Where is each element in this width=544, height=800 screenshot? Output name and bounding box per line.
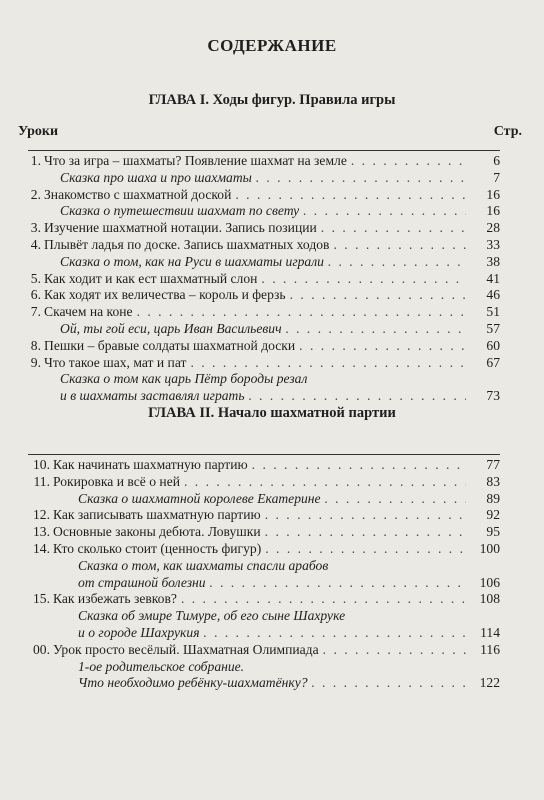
entry-title: Что такое шах, мат и пат: [44, 354, 187, 370]
dot-leader: [180, 474, 466, 491]
entry-page-number: 73: [486, 388, 500, 404]
entry-title: и о городе Шахрукия: [78, 624, 200, 640]
entry-number: 1.: [30, 153, 41, 168]
dot-leader: [324, 254, 466, 271]
dot-leader: [231, 187, 466, 204]
lesson-entry: [28, 338, 500, 355]
entry-page-number: 16: [486, 186, 500, 202]
dot-leader: [299, 203, 466, 220]
dot-leader: [286, 287, 466, 304]
entry-title: Сказка о шахматной королеве Екатерине: [78, 490, 321, 506]
lessons-column-header: Уроки: [18, 124, 59, 139]
entry-page-number: 46: [486, 287, 500, 303]
entry-page-number: 108: [479, 591, 500, 607]
entry-title: Основные законы дебюта. Ловушки: [53, 524, 261, 540]
entry-number: 9.: [30, 354, 41, 370]
entry-page-number: 106: [479, 574, 500, 590]
lesson-entry: [28, 220, 500, 237]
story-entry: [28, 675, 500, 692]
entry-number: 00.: [33, 641, 50, 657]
entry-page-number: 57: [486, 320, 500, 336]
story-entry: [28, 491, 500, 508]
story-entry: [28, 558, 500, 575]
entry-page-number: 89: [486, 490, 500, 506]
entry-title: Изучение шахматной нотации. Запись позиции: [44, 220, 317, 236]
dot-leader: [248, 457, 466, 474]
lesson-entry: [28, 304, 500, 321]
story-entry: [28, 608, 500, 625]
dot-leader: [252, 170, 466, 187]
lesson-entry: [28, 642, 500, 659]
entry-title: Как записывать шахматную партию: [53, 507, 261, 523]
dot-leader: [319, 642, 466, 659]
entry-page-number: 6: [493, 153, 500, 168]
entry-page-number: 60: [486, 337, 500, 353]
entry-page-number: 38: [486, 253, 500, 269]
entry-title: Плывёт ладья по доске. Запись шахматных ходов: [44, 236, 330, 252]
entry-title: Как ходит и как ест шахматный слон: [44, 270, 258, 286]
dot-leader: [317, 220, 466, 237]
entry-number: 7.: [30, 304, 41, 320]
entry-title: Сказка об эмире Тимуре, об его сыне Шахруке: [78, 608, 346, 624]
lesson-entry: [28, 355, 500, 372]
entry-title: Как начинать шахматную партию: [53, 457, 248, 472]
story-entry: [28, 659, 500, 676]
dot-leader: [321, 491, 466, 508]
entry-title: Сказка о том, как на Руси в шахматы играли: [60, 253, 324, 269]
entry-title: Пешки – бравые солдаты шахматной доски: [44, 337, 296, 353]
dot-leader: [200, 625, 466, 642]
entry-title: Ой, ты гой еси, царь Иван Васильевич: [60, 320, 282, 336]
entry-page-number: 41: [486, 270, 500, 286]
entry-number: 11.: [33, 473, 50, 489]
entry-page-number: 114: [480, 624, 500, 640]
entry-number: 6.: [30, 287, 41, 303]
entry-title: Урок просто весёлый. Шахматная Олимпиада: [53, 641, 319, 657]
entry-title: Кто сколько стоит (ценность фигур): [53, 540, 262, 556]
entry-title: Сказка про шаха и про шахматы: [60, 169, 252, 185]
chapter-1-rule: [28, 150, 500, 151]
dot-leader: [295, 338, 466, 355]
entry-title: Как ходят их величества – король и ферзь: [44, 287, 286, 303]
dot-leader: [257, 271, 466, 288]
entry-page-number: 92: [486, 507, 500, 523]
entry-number: 5.: [30, 270, 41, 286]
lesson-entry: [28, 507, 500, 524]
page-title: СОДЕРЖАНИЕ: [207, 36, 337, 55]
entry-title: Как избежать зевков?: [53, 591, 177, 607]
entry-title: 1-ое родительское собрание.: [78, 658, 245, 674]
lesson-entry: [28, 153, 500, 170]
entry-number: 13.: [33, 524, 50, 540]
dot-leader: [261, 524, 466, 541]
lesson-entry: [28, 187, 500, 204]
entry-page-number: 33: [486, 236, 500, 252]
lesson-entry: [28, 457, 500, 474]
entry-page-number: 16: [486, 203, 500, 219]
entry-title: Скачем на коне: [44, 304, 133, 320]
lesson-entry: [28, 474, 500, 491]
lesson-entry: [28, 591, 500, 608]
entry-page-number: 51: [486, 304, 500, 320]
entry-page-number: 7: [493, 169, 500, 185]
entry-number: 10.: [33, 457, 50, 472]
chapter-2-title: ГЛАВА II. Начало шахматной партии: [148, 405, 396, 421]
entry-number: 4.: [30, 236, 41, 252]
entry-number: 14.: [33, 540, 50, 556]
chapter-1-list: [28, 150, 500, 405]
entry-number: 12.: [33, 507, 50, 523]
story-entry: [28, 625, 500, 642]
entry-title: от страшной болезни: [78, 574, 206, 590]
chapter-2-rule: [28, 454, 500, 455]
dot-leader: [329, 237, 466, 254]
entry-title: Знакомство с шахматной доской: [44, 186, 232, 202]
entry-number: 15.: [33, 591, 50, 607]
entry-page-number: 95: [486, 524, 500, 540]
story-entry: [28, 321, 500, 338]
entry-title: и в шахматы заставлял играть: [60, 388, 245, 404]
page-column-header: Стр.: [493, 124, 522, 139]
lesson-entry: [28, 524, 500, 541]
dot-leader: [308, 675, 466, 692]
story-entry: [28, 575, 500, 592]
entry-title: Рокировка и всё о ней: [53, 473, 180, 489]
entry-page-number: 116: [480, 641, 500, 657]
entry-title: Сказка о путешествии шахмат по свету: [60, 203, 300, 219]
dot-leader: [133, 304, 466, 321]
story-entry: [28, 254, 500, 271]
dot-leader: [177, 591, 466, 608]
lesson-entry: [28, 237, 500, 254]
story-entry: [28, 388, 500, 405]
entry-number: 3.: [30, 220, 41, 236]
story-entry: [28, 170, 500, 187]
dot-leader: [206, 575, 466, 592]
entry-number: 8.: [30, 337, 41, 353]
dot-leader: [261, 541, 466, 558]
entry-page-number: 122: [479, 675, 500, 691]
dot-leader: [261, 507, 466, 524]
entry-page-number: 67: [486, 354, 500, 370]
story-entry: [28, 203, 500, 220]
entry-page-number: 77: [486, 457, 500, 472]
chapter-1-title: ГЛАВА I. Ходы фигур. Правила игры: [148, 92, 396, 108]
dot-leader: [186, 355, 466, 372]
chapter-2-list: [28, 454, 500, 692]
story-entry: [28, 371, 500, 388]
lesson-entry: [28, 271, 500, 288]
entry-page-number: 83: [486, 473, 500, 489]
dot-leader: [282, 321, 466, 338]
entry-title: Сказка о том, как шахматы спасли арабов: [78, 557, 329, 573]
dot-leader: [245, 388, 466, 405]
entry-page-number: 100: [479, 540, 500, 556]
entry-page-number: 28: [486, 220, 500, 236]
lesson-entry: [28, 541, 500, 558]
entry-title: Что необходимо ребёнку-шахматёнку?: [78, 675, 308, 691]
entry-title: Что за игра – шахматы? Появление шахмат на земле: [44, 153, 347, 168]
entry-title: Сказка о том как царь Пётр бороды резал: [60, 371, 308, 387]
dot-leader: [347, 153, 466, 170]
lesson-entry: [28, 287, 500, 304]
entry-number: 2.: [30, 186, 41, 202]
